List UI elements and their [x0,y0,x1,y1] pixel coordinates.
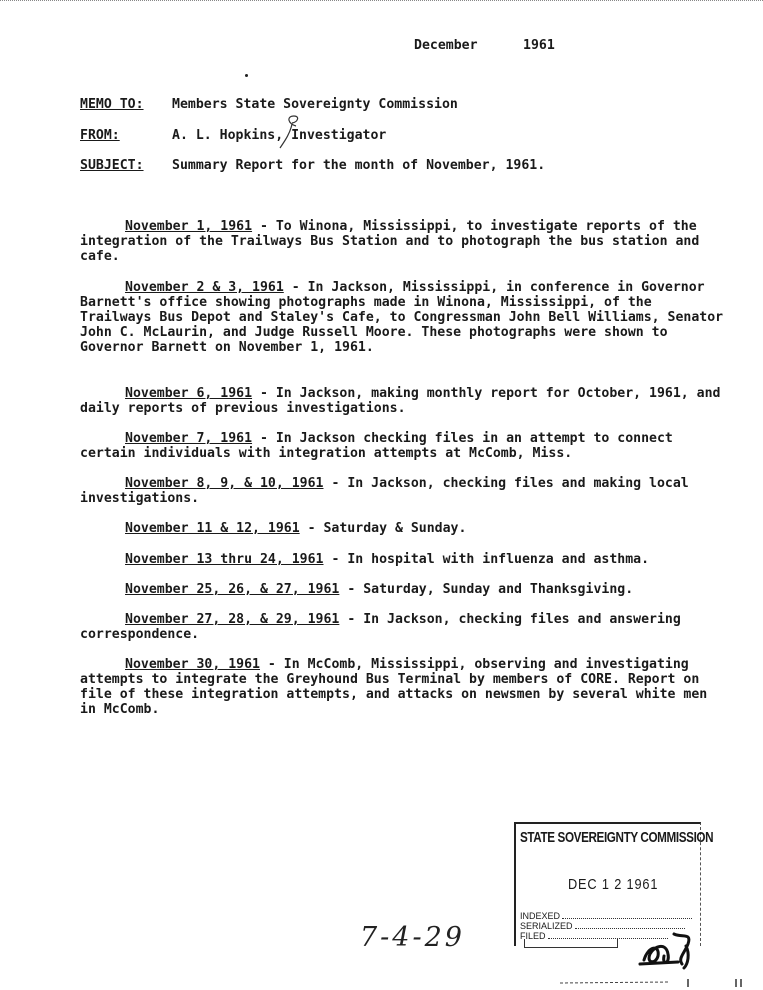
report-entry [80,431,725,461]
handwritten-file-number: 7-4-29 [360,922,465,953]
entry-text: - In hospital with influenza and asthma. [323,552,650,567]
entry-date: November 11 & 12, 1961 [125,521,300,536]
report-entry [80,657,725,717]
entry-date: November 2 & 3, 1961 [125,280,284,295]
stamp-date: DEC 1 2 1961 [568,876,659,893]
bottom-scan-marks [560,976,760,990]
entry-date: November 25, 26, & 27, 1961 [125,582,340,597]
report-entry [80,612,725,642]
memo-date-year: 1961 [523,38,555,53]
entry-date: November 27, 28, & 29, 1961 [125,612,340,627]
entry-text: - Saturday, Sunday and Thanksgiving. [339,582,634,597]
from-label: FROM: [80,128,120,143]
entry-text: - To Winona, Mississippi, to investigate reports of the integration of the Trailways Bus Station and to photograph the bus station and cafe. [80,219,700,264]
memo-to-label: MEMO TO: [80,97,144,112]
memo-to-value: Members State Sovereignty Commission [172,97,458,112]
entry-text: - Saturday & Sunday. [299,521,467,536]
handwritten-initials [638,924,700,974]
report-entry [80,476,725,506]
stamp-indexed-line [520,911,692,921]
report-entry [80,521,725,536]
stamp-indexed-label: INDEXED [520,911,561,921]
memo-date-month: December [414,38,478,53]
report-entry [80,582,725,597]
filed-box [524,939,618,948]
entry-date: November 6, 1961 [125,386,253,401]
ink-speck [245,74,248,77]
entry-text: - In Jackson, making monthly report for October, 1961, and daily reports of previous investigations. [80,386,721,416]
subject-value: Summary Report for the month of November, 1961. [172,158,546,173]
entry-text: - In Jackson, Mississippi, in conference in Governor Barnett's office showing photographs made in Winona, Mississippi, of the Trailways Bus Depot and Staley's Cafe, to Congressman John Bell Williams, Senator John C. McLaurin, and Judge Russell Moore. These photographs were shown to Governor Barnett on November 1, 1961. [80,280,724,355]
entry-date: November 1, 1961 [125,219,253,234]
stamp-filed-label: FILED [520,931,546,941]
entry-text: - In Jackson checking files in an attempt to connect certain individuals with integration attempts at McComb, Miss. [80,431,673,461]
subject-label: SUBJECT: [80,158,144,173]
stamp-title: STATE SOVEREIGNTY COMMISSION [520,829,714,846]
handwritten-correction [278,112,308,152]
report-entry [80,219,725,264]
entry-date: November 7, 1961 [125,431,253,446]
report-entry [80,552,725,567]
report-entry [80,386,725,416]
entry-date: November 30, 1961 [125,657,260,672]
from-value: A. L. Hopkins, Investigator [172,128,387,143]
entry-text: - In Jackson, checking files and making local investigations. [80,476,689,506]
entry-date: November 13 thru 24, 1961 [125,552,324,567]
entry-text: - In McComb, Mississippi, observing and investigating attempts to integrate the Greyhound Bus Terminal by members of CORE. Report on file of these integration attempts, and attacks on newsmen by several white men in McComb. [80,657,708,717]
entry-text: - In Jackson, checking files and answering correspondence. [80,612,681,642]
stamp-serialized-label: SERIALIZED [520,921,573,931]
report-entry [80,280,725,355]
entry-date: November 8, 9, & 10, 1961 [125,476,324,491]
page-top-border [0,0,763,3]
